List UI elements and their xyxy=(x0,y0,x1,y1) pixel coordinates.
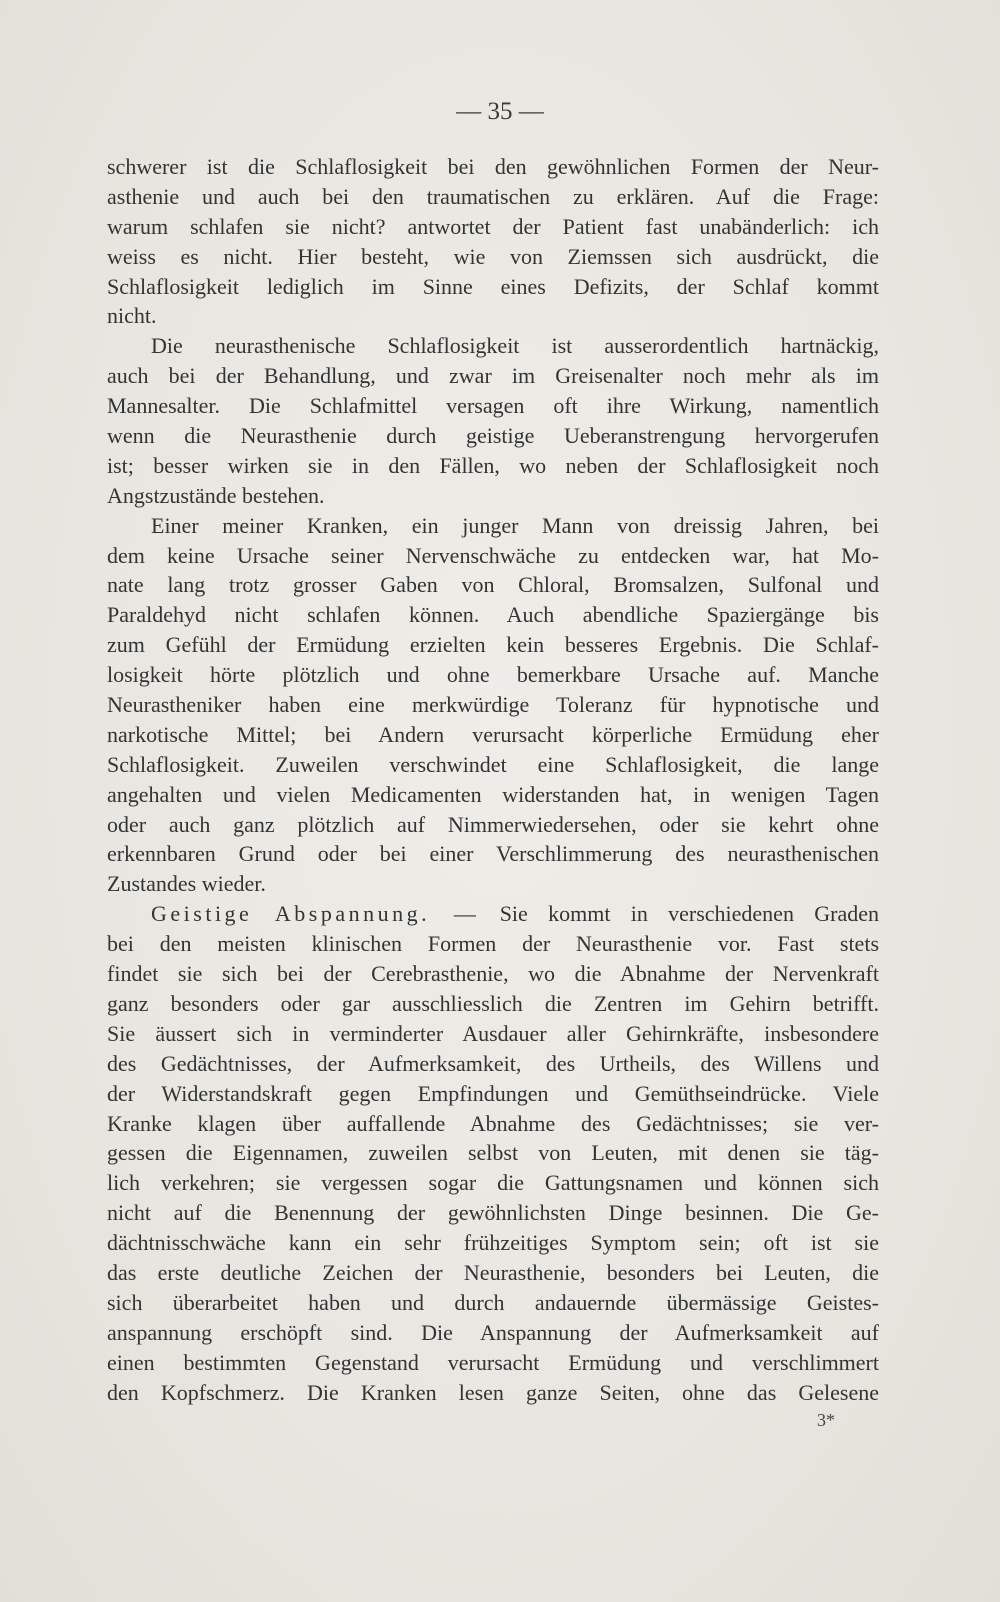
text-line: einen bestimmten Gegenstand verursacht Ermüdung und verschlimmert xyxy=(107,1349,879,1375)
text-line: sich überarbeitet haben und durch andauernde übermässige Geistes- xyxy=(107,1289,879,1315)
text-line: auch bei der Behandlung, und zwar im Greisenalter noch mehr als im xyxy=(107,363,879,389)
signature-mark: 3* xyxy=(817,1410,835,1430)
text-line: das erste deutliche Zeichen der Neurasthenie, besonders bei Leuten, die xyxy=(107,1259,879,1285)
text-line: Paraldehyd nicht schlafen können. Auch abendliche Spaziergänge bis xyxy=(107,602,879,628)
text-line: lich verkehren; sie vergessen sogar die Gattungsnamen und können sich xyxy=(107,1170,879,1196)
text-line: losigkeit hörte plötzlich und ohne bemerkbare Ursache auf. Manche xyxy=(107,662,879,688)
page-number: — 35 — xyxy=(456,98,544,125)
text-line: weiss es nicht. Hier besteht, wie von Ziemssen sich ausdrückt, die xyxy=(107,243,879,269)
text-line: Sie äussert sich in verminderter Ausdauer aller Gehirnkräfte, insbesondere xyxy=(107,1020,879,1046)
text-line: asthenie und auch bei den traumatischen zu erklären. Auf die Frage: xyxy=(107,183,879,209)
text-line: warum schlafen sie nicht? antwortet der Patient fast unabänderlich: ich xyxy=(107,213,879,239)
text-line: Angstzustände bestehen. xyxy=(107,482,325,508)
text-line: Mannesalter. Die Schlafmittel versagen oft ihre Wirkung, namentlich xyxy=(107,393,879,419)
text-line: Schlaflosigkeit. Zuweilen verschwindet eine Schlaflosigkeit, die lange xyxy=(107,751,879,777)
text-line: Die neurasthenische Schlaflosigkeit ist ausserordentlich hartnäckig, xyxy=(151,333,879,359)
text-line: den Kopfschmerz. Die Kranken lesen ganze Seiten, ohne das Gelesene xyxy=(107,1379,879,1405)
text-line: bei den meisten klinischen Formen der Neurasthenie vor. Fast stets xyxy=(107,931,879,957)
text-line: findet sie sich bei der Cerebrasthenie, wo die Abnahme der Nervenkraft xyxy=(107,961,879,987)
text-line: angehalten und vielen Medicamenten widerstanden hat, in wenigen Tagen xyxy=(107,781,879,807)
text-line: Schlaflosigkeit lediglich im Sinne eines Defizits, der Schlaf kommt xyxy=(107,273,879,299)
text-line: dem keine Ursache seiner Nervenschwäche zu entdecken war, hat Mo- xyxy=(107,542,879,568)
text-line: anspannung erschöpft sind. Die Anspannung der Aufmerksamkeit auf xyxy=(107,1319,879,1345)
text-line xyxy=(107,899,879,929)
text-line: Einer meiner Kranken, ein junger Mann von dreissig Jahren, bei xyxy=(151,512,879,538)
text-line: zum Gefühl der Ermüdung erzielten kein besseres Ergebnis. Die Schlaf- xyxy=(107,632,879,658)
section-heading: Geistige Abspannung. — xyxy=(151,901,480,927)
text-line: nicht auf die Benennung der gewöhnlichsten Dinge besinnen. Die Ge- xyxy=(107,1200,879,1226)
text-line: erkennbaren Grund oder bei einer Verschlimmerung des neurasthenischen xyxy=(107,841,879,867)
text-line: des Gedächtnisses, der Aufmerksamkeit, des Urtheils, des Willens und xyxy=(107,1050,879,1076)
text-line: der Widerstandskraft gegen Empfindungen und Gemüthseindrücke. Viele xyxy=(107,1080,879,1106)
text-line: Kranke klagen über auffallende Abnahme des Gedächtnisses; sie ver- xyxy=(107,1110,879,1136)
text-line-content: Sie kommt in verschiedenen Graden xyxy=(479,901,879,927)
text-line: ist; besser wirken sie in den Fällen, wo neben der Schlaflosigkeit noch xyxy=(107,452,879,478)
text-line: wenn die Neurasthenie durch geistige Ueberanstrengung hervorgerufen xyxy=(107,423,879,449)
text-line: schwerer ist die Schlaflosigkeit bei den gewöhnlichen Formen der Neur- xyxy=(107,154,879,179)
text-line: gessen die Eigennamen, zuweilen selbst von Leuten, mit denen sie täg- xyxy=(107,1140,879,1166)
text-line: Zustandes wieder. xyxy=(107,871,266,897)
text-line: nicht. xyxy=(107,303,157,329)
text-line: oder auch ganz plötzlich auf Nimmerwiedersehen, oder sie kehrt ohne xyxy=(107,811,879,837)
text-line: nate lang trotz grosser Gaben von Chloral, Bromsalzen, Sulfonal und xyxy=(107,572,879,598)
text-line: Neurastheniker haben eine merkwürdige Toleranz für hypnotische und xyxy=(107,692,879,718)
body-text xyxy=(107,152,879,1407)
text-line: dächtnisschwäche kann ein sehr frühzeitiges Symptom sein; oft ist sie xyxy=(107,1230,879,1256)
text-line: narkotische Mittel; bei Andern verursacht körperliche Ermüdung eher xyxy=(107,721,879,747)
text-line: ganz besonders oder gar ausschliesslich die Zentren im Gehirn betrifft. xyxy=(107,990,879,1016)
